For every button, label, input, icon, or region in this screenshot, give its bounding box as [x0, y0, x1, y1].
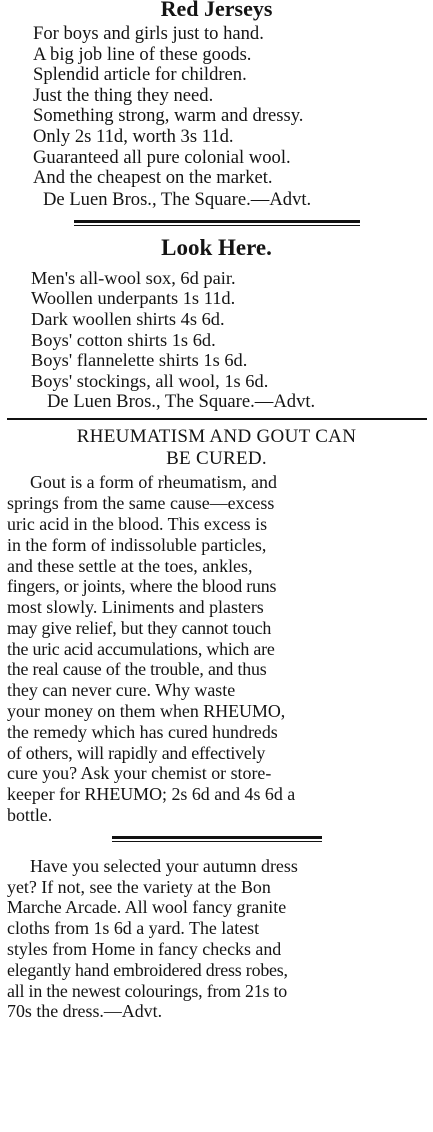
ad-line: Have you selected your autumn dress	[30, 855, 298, 876]
ad-lines	[0, 24, 433, 189]
ad-line: yet? If not, see the variety at the Bon	[7, 876, 271, 897]
article-line: of others, will rapidly and effectively	[7, 742, 266, 763]
article-line: bottle.	[7, 805, 53, 826]
ad-line: Something strong, warm and dressy.	[33, 105, 304, 127]
ad-line: 70s the dress.—Advt.	[7, 1001, 163, 1022]
article-line: cure you? Ask your chemist or store-	[7, 763, 272, 784]
article-line: uric acid in the blood. This excess is	[7, 513, 268, 534]
article-line: most slowly. Liniments and plasters	[7, 597, 264, 618]
article-line: keeper for RHEUMO; 2s 6d and 4s 6d a	[7, 784, 296, 805]
divider-rule	[7, 418, 427, 420]
article-line: your money on them when RHEUMO,	[7, 701, 286, 722]
ad-line: Men's all-wool sox, 6d pair.	[31, 267, 236, 288]
article-title-line: RHEUMATISM AND GOUT CAN	[76, 426, 357, 448]
article-body	[0, 472, 433, 826]
ad-heading: Look Here.	[161, 234, 272, 260]
ad-line: Only 2s 11d, worth 3s 11d.	[33, 125, 234, 147]
article-line: fingers, or joints, where the blood runs	[7, 576, 277, 597]
ad-heading: Red Jerseys	[160, 0, 273, 21]
ad-look-here	[0, 234, 433, 414]
ad-lines	[0, 268, 433, 392]
ad-red-jerseys	[0, 0, 433, 211]
article-line: they can never cure. Why waste	[7, 680, 236, 701]
ad-line: all in the newest colourings, from 21s to	[7, 980, 287, 1001]
article-line: the uric acid accumulations, which are	[7, 638, 275, 659]
ad-line: cloths from 1s 6d a yard. The latest	[7, 918, 260, 939]
ad-line: Boys' cotton shirts 1s 6d.	[31, 329, 216, 350]
ad-signature: De Luen Bros., The Square.—Advt.	[47, 391, 316, 413]
ad-signature: De Luen Bros., The Square.—Advt.	[43, 188, 312, 210]
ad-line: Woollen underpants 1s 11d.	[31, 288, 236, 309]
article-line: in the form of indissoluble particles,	[7, 534, 267, 555]
ad-line: Just the thing they need.	[33, 84, 214, 106]
article-line: and these settle at the toes, ankles,	[7, 555, 253, 576]
ad-line: Splendid article for children.	[33, 64, 247, 86]
ad-autumn-dress	[0, 856, 433, 1022]
ad-line: Dark woollen shirts 4s 6d.	[31, 308, 225, 329]
ad-body	[0, 856, 433, 1022]
ad-line: For boys and girls just to hand.	[33, 23, 264, 44]
ad-line: A big job line of these goods.	[33, 43, 252, 65]
article-line: springs from the same cause—excess	[7, 493, 275, 514]
ad-line: Boys' stockings, all wool, 1s 6d.	[31, 370, 269, 391]
article-line: may give relief, but they cannot touch	[7, 617, 272, 638]
ad-line: Marche Arcade. All wool fancy granite	[7, 897, 287, 918]
ad-line: styles from Home in fancy checks and	[7, 939, 282, 960]
article-title-line: BE CURED.	[166, 448, 267, 470]
ad-line: elegantly hand embroidered dress robes,	[7, 959, 288, 980]
divider-rule	[112, 836, 322, 842]
ad-line: Boys' flannelette shirts 1s 6d.	[31, 350, 248, 371]
article-line: the real cause of the trouble, and thus	[7, 659, 267, 680]
ad-line: Guaranteed all pure colonial wool.	[33, 146, 291, 168]
divider-rule	[74, 220, 360, 226]
article-line: the remedy which has cured hundreds	[7, 721, 278, 742]
ad-line: And the cheapest on the market.	[33, 167, 273, 189]
article-line: Gout is a form of rheumatism, and	[30, 472, 277, 493]
ad-rheumatism	[0, 426, 433, 826]
